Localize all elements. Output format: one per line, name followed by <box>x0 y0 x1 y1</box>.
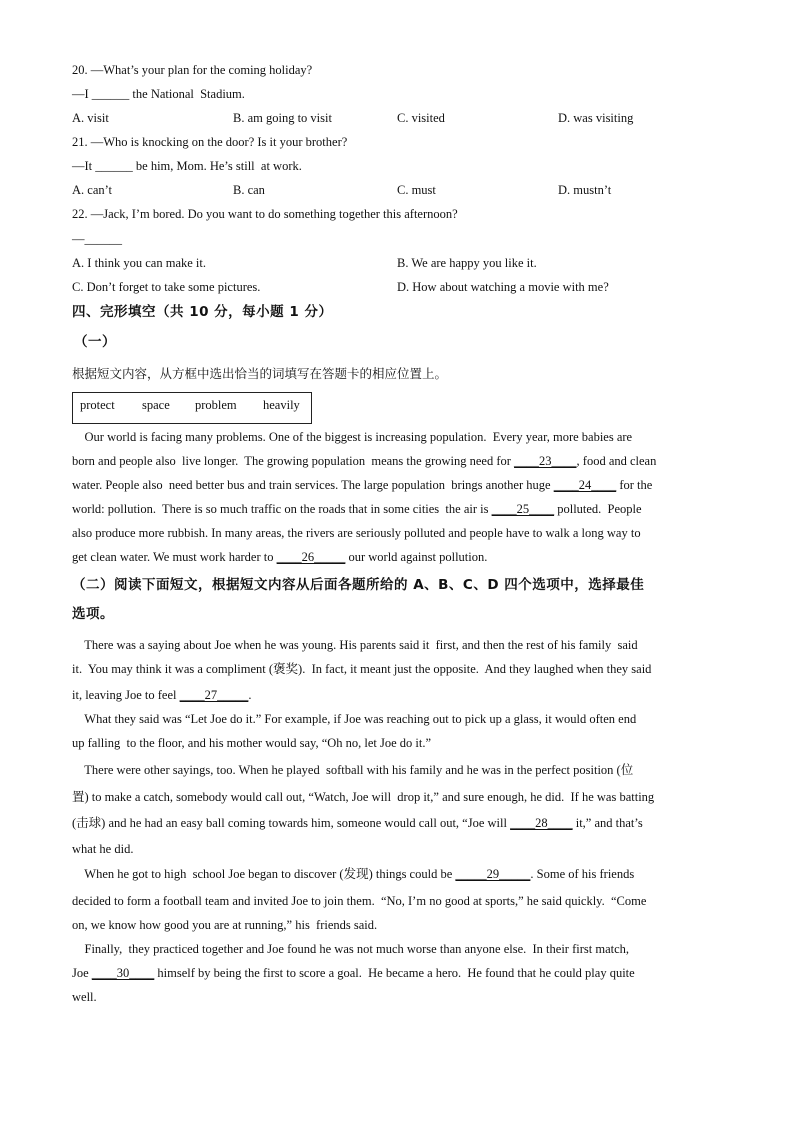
part-2-title: （二）阅读下面短文，根据短文内容从后面各题所给的 A、B、C、D 四个选项中，选择最佳 <box>72 577 645 593</box>
text: our world against pollution. <box>345 550 488 564</box>
part-1-instruction: 根据短文内容，从方框中选出恰当的词填写在答题卡的相应位置上。 <box>72 366 448 381</box>
text: the National Stadium. <box>129 87 245 101</box>
text: himself by being the first to score a goal. He became a hero. He found that he could play quite <box>154 966 635 980</box>
answer-blank: ______ <box>95 159 133 173</box>
q21-option-d: D. mustn’t <box>558 183 612 197</box>
passage-1-line <box>72 429 720 445</box>
passage-1-line <box>72 549 720 565</box>
text: it, leaving Joe to feel <box>72 688 180 702</box>
blank-30: ____30____ <box>91 966 155 980</box>
text: world: pollution. There is so much traffic on the roads that in some cities the air is <box>72 502 492 516</box>
part-2-title-cont: 选项。 <box>72 606 114 622</box>
text: . Some of his friends <box>530 867 635 881</box>
passage-2-line <box>72 762 720 778</box>
q22-option-d: D. How about watching a movie with me? <box>397 280 609 294</box>
passage-2-line <box>72 893 720 909</box>
blank-26: ____26_____ <box>276 550 346 564</box>
passage-2-line <box>72 941 720 957</box>
q21-option-c: C. must <box>397 183 436 197</box>
blank-28: ____28____ <box>510 816 573 830</box>
text: Joe <box>72 966 92 980</box>
q20-option-a: A. visit <box>72 111 109 125</box>
text: There were other sayings, too. When he played softball with his family and he was in the perfect position (位 <box>72 763 634 777</box>
text: What they said was “Let Joe do it.” For example, if Joe was reaching out to pick up a glass, it would often end <box>72 712 637 726</box>
q20-option-b: B. am going to visit <box>233 111 332 125</box>
text: also produce more rubbish. In many areas, the rivers are seriously polluted and people have to walk a long way to <box>72 526 641 540</box>
word-option: protect <box>80 398 115 412</box>
passage-2-line <box>72 711 720 727</box>
word-box <box>72 392 312 424</box>
passage-1-line <box>72 525 720 541</box>
text: born and people also live longer. The growing population means the growing need for <box>72 454 515 468</box>
passage-2-line <box>72 815 720 831</box>
text: for the <box>616 478 653 492</box>
text: Our world is facing many problems. One of the biggest is increasing population. Every year, more babies are <box>72 430 633 444</box>
question-22-stem: 22. —Jack, I’m bored. Do you want to do something together this afternoon? <box>72 207 458 221</box>
q22-option-c: C. Don’t forget to take some pictures. <box>72 280 261 294</box>
text: well. <box>72 990 97 1004</box>
passage-1-line <box>72 501 720 517</box>
passage-2-line <box>72 965 720 981</box>
text: water. People also need better bus and train services. The large population brings another huge <box>72 478 554 492</box>
question-21-stem: 21. —Who is knocking on the door? Is it your brother? <box>72 135 348 149</box>
text: what he did. <box>72 842 134 856</box>
q20-option-c: C. visited <box>397 111 445 125</box>
text: it,” and that’s <box>572 816 643 830</box>
text: 置) to make a catch, somebody would call out, “Watch, Joe will drop it,” and sure enough, he did. If he was batting <box>72 790 655 804</box>
q21-option-b: B. can <box>233 183 265 197</box>
question-20-stem: 20. —What’s your plan for the coming holiday? <box>72 63 313 77</box>
section-4-title: 四、完形填空（共 10 分，每小题 1 分） <box>72 304 333 320</box>
q22-option-a: A. I think you can make it. <box>72 256 206 270</box>
word-option: problem <box>195 398 237 412</box>
text: , food and clean <box>576 454 657 468</box>
text: up falling to the floor, and his mother would say, “Oh no, let Joe do it.” <box>72 736 432 750</box>
passage-1-line <box>72 453 720 469</box>
passage-2-line <box>72 661 720 677</box>
question-20-dialog <box>72 86 245 102</box>
answer-blank: ______ <box>91 87 130 101</box>
passage-2-line <box>72 637 720 653</box>
text: . <box>248 688 252 702</box>
passage-2-line <box>72 735 720 751</box>
text: get clean water. We must work harder to <box>72 550 277 564</box>
text: polluted. People <box>554 502 642 516</box>
blank-24: ____24____ <box>553 478 617 492</box>
text: —I <box>72 87 92 101</box>
text: it. You may think it was a compliment (褒奖). In fact, it meant just the opposite. And they laughed when they said <box>72 662 652 676</box>
passage-2-line <box>72 687 720 703</box>
passage-1-line <box>72 477 720 493</box>
passage-2-line <box>72 866 720 882</box>
passage-2-line <box>72 841 720 857</box>
blank-29: _____29_____ <box>455 867 531 881</box>
part-1-label: （一） <box>74 334 116 350</box>
text: be him, Mom. He’s still at work. <box>132 159 302 173</box>
passage-2-line <box>72 789 720 805</box>
passage-2-line <box>72 917 720 933</box>
passage-2-line <box>72 989 720 1005</box>
text: —It <box>72 159 96 173</box>
text: When he got to high school Joe began to discover (发现) things could be <box>72 867 456 881</box>
blank-25: ____25____ <box>491 502 555 516</box>
q22-option-b: B. We are happy you like it. <box>397 256 537 270</box>
word-option: space <box>142 398 170 412</box>
blank-27: ____27_____ <box>179 688 249 702</box>
text: decided to form a football team and invited Joe to join them. “No, I’m no good at sports,” he said quickly. “Come <box>72 894 647 908</box>
blank-23: ____23____ <box>514 454 577 468</box>
text: Finally, they practiced together and Joe found he was not much worse than anyone else. In their first match, <box>72 942 630 956</box>
text: on, we know how good you are at running,” his friends said. <box>72 918 378 932</box>
question-22-dialog: —______ <box>72 232 122 246</box>
q21-option-a: A. can’t <box>72 183 113 197</box>
word-option: heavily <box>263 398 300 412</box>
q20-option-d: D. was visiting <box>558 111 634 125</box>
text: There was a saying about Joe when he was young. His parents said it first, and then the rest of his family said <box>72 638 638 652</box>
text: (击球) and he had an easy ball coming towards him, someone would call out, “Joe will <box>72 816 511 830</box>
question-21-dialog <box>72 158 302 174</box>
